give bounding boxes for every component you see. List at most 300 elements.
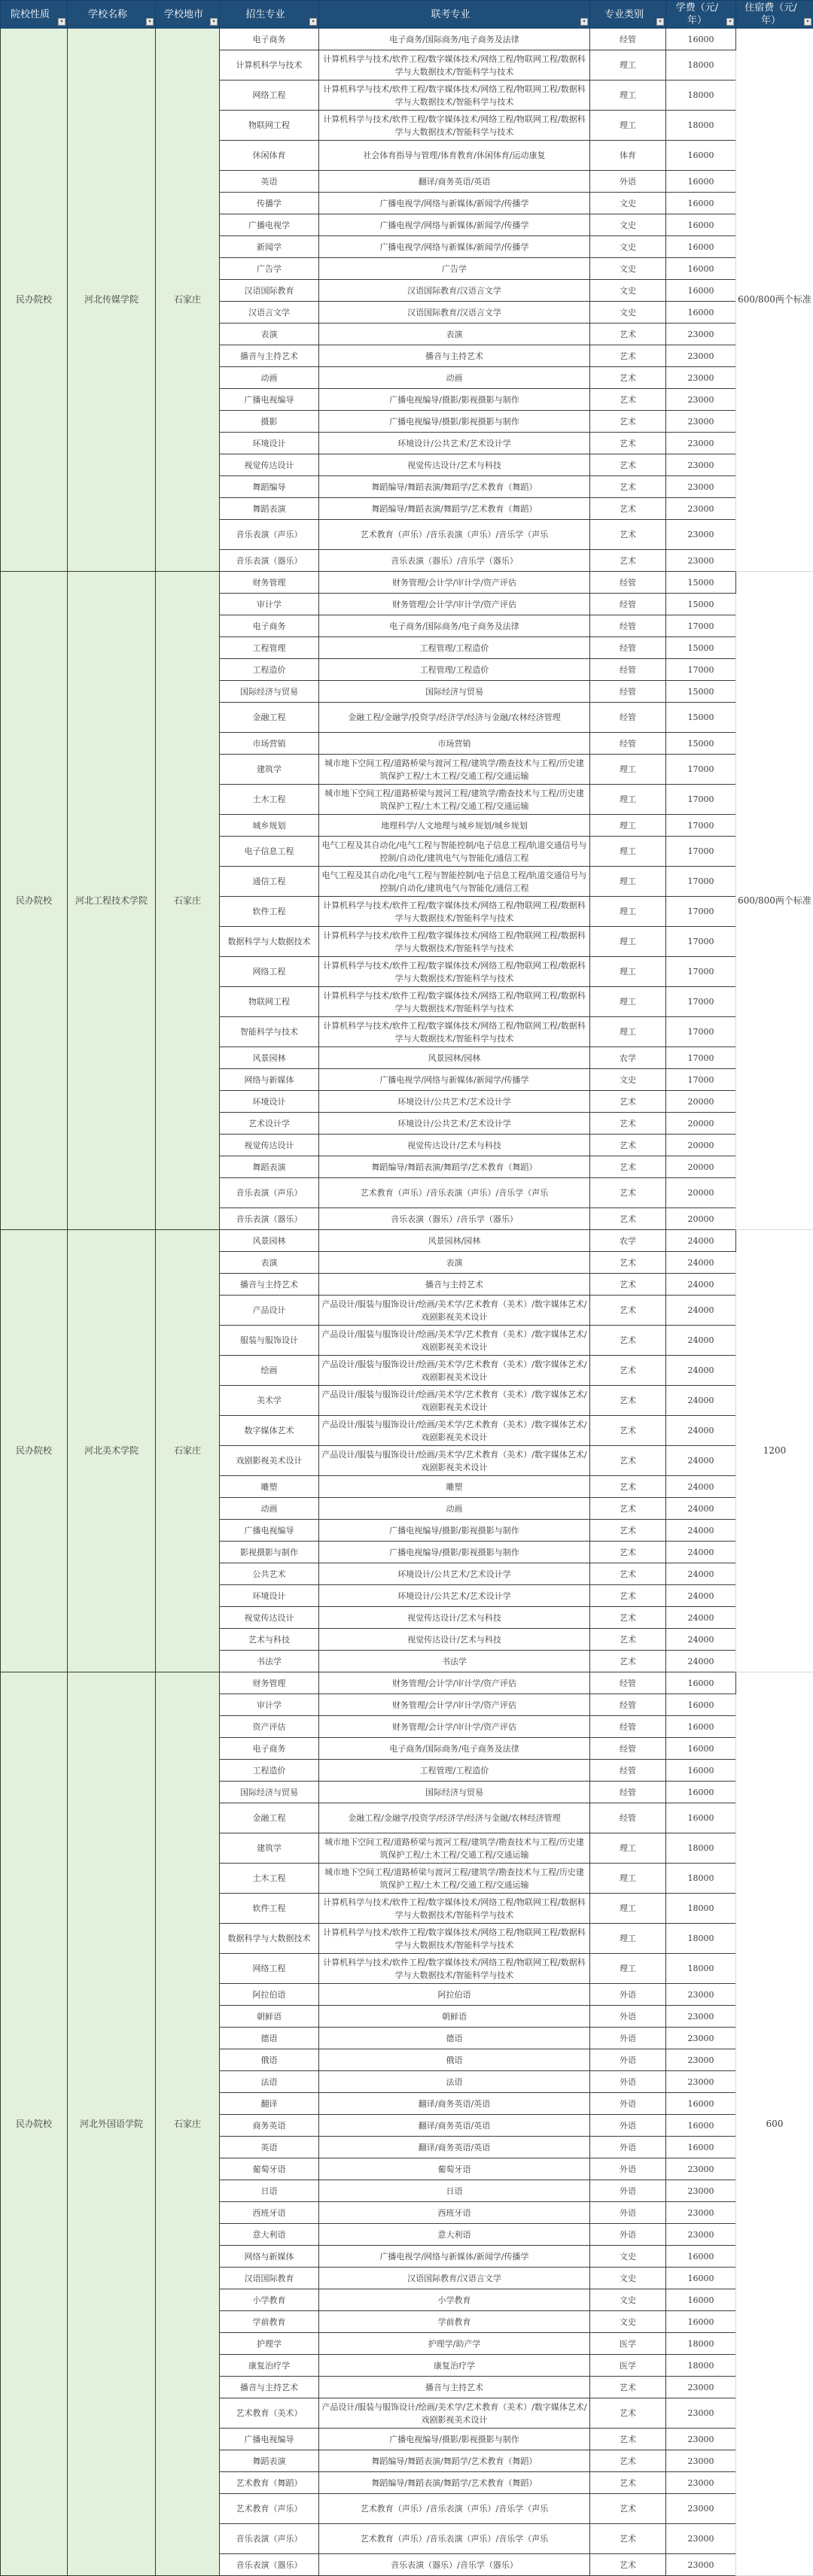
category-cell: 文史 (590, 214, 666, 236)
tuition-cell: 24000 (666, 1416, 736, 1446)
column-dorm-fee (736, 1, 813, 29)
major-cell: 意大利语 (220, 2224, 319, 2246)
filter-dropdown-icon[interactable]: ▾ (804, 18, 811, 26)
tuition-cell: 24000 (666, 1274, 736, 1296)
filter-dropdown-icon[interactable]: ▾ (58, 18, 65, 26)
major-cell: 音乐表演（器乐） (220, 550, 319, 572)
category-cell: 经管 (590, 1672, 666, 1694)
category-cell: 艺术 (590, 367, 666, 389)
tuition-cell: 17000 (666, 897, 736, 927)
major-cell: 汉语言文学 (220, 302, 319, 324)
tuition-cell: 17000 (666, 957, 736, 987)
exam-major-cell: 朝鲜语 (319, 2006, 590, 2028)
tuition-cell: 24000 (666, 1446, 736, 1476)
school-nature-cell: 民办院校 (1, 1672, 68, 2576)
major-cell: 建筑学 (220, 1833, 319, 1864)
major-cell: 书法学 (220, 1651, 319, 1672)
category-cell: 经管 (590, 1760, 666, 1782)
major-cell: 城乡规划 (220, 815, 319, 837)
tuition-cell: 23000 (666, 2158, 736, 2180)
exam-major-cell: 工程管理/工程造价 (319, 637, 590, 659)
category-cell: 艺术 (590, 1386, 666, 1416)
category-cell: 艺术 (590, 1446, 666, 1476)
major-cell: 金融工程 (220, 1803, 319, 1833)
exam-major-cell: 小学教育 (319, 2289, 590, 2311)
tuition-cell: 16000 (666, 2246, 736, 2268)
exam-major-cell: 日语 (319, 2180, 590, 2202)
category-cell: 经管 (590, 681, 666, 703)
tuition-cell: 24000 (666, 1585, 736, 1607)
tuition-cell: 24000 (666, 1230, 736, 1252)
major-cell: 传播学 (220, 193, 319, 214)
tuition-cell: 17000 (666, 927, 736, 957)
exam-major-cell: 舞蹈编导/舞蹈表演/舞蹈学/艺术教育（舞蹈） (319, 2450, 590, 2472)
filter-dropdown-icon[interactable]: ▾ (656, 18, 664, 26)
category-cell: 理工 (590, 80, 666, 111)
category-cell: 外语 (590, 2137, 666, 2158)
exam-major-cell: 环境设计/公共艺术/艺术设计学 (319, 1563, 590, 1585)
category-cell: 艺术 (590, 1476, 666, 1498)
tuition-cell: 24000 (666, 1498, 736, 1520)
header-row (1, 1, 813, 29)
exam-major-cell: 广播电视学/网络与新媒体/新闻学/传播学 (319, 193, 590, 214)
school-city-cell: 石家庄 (156, 572, 220, 1230)
major-cell: 翻译 (220, 2093, 319, 2115)
dorm-fee-cell: 1200 (736, 1230, 813, 1672)
exam-major-cell: 环境设计/公共艺术/艺术设计学 (319, 1585, 590, 1607)
exam-major-cell: 广播电视编导/摄影/影视摄影与制作 (319, 411, 590, 433)
school-nature-cell: 民办院校 (1, 572, 68, 1230)
major-cell: 音乐表演（器乐） (220, 1208, 319, 1230)
exam-major-cell: 计算机科学与技术/软件工程/数字媒体技术/网络工程/物联网工程/数据科学与大数据技术/智能科学与技术 (319, 80, 590, 111)
exam-major-cell: 舞蹈编导/舞蹈表演/舞蹈学/艺术教育（舞蹈） (319, 1156, 590, 1178)
tuition-cell: 17000 (666, 867, 736, 897)
tuition-cell: 24000 (666, 1520, 736, 1542)
column-school-city (156, 1, 220, 29)
exam-major-cell: 城市地下空间工程/道路桥梁与渡河工程/建筑学/勘查技术与工程/历史建筑保护工程/土木工程/交通工程/交通运输 (319, 755, 590, 785)
category-cell: 经管 (590, 1694, 666, 1716)
major-cell: 艺术教育（美术） (220, 2398, 319, 2429)
tuition-cell: 24000 (666, 1651, 736, 1672)
exam-major-cell: 广播电视学/网络与新媒体/新闻学/传播学 (319, 236, 590, 258)
category-cell: 理工 (590, 1017, 666, 1047)
major-cell: 广播电视编导 (220, 1520, 319, 1542)
tuition-cell: 23000 (666, 2180, 736, 2202)
major-cell: 国际经济与贸易 (220, 681, 319, 703)
exam-major-cell: 风景园林/园林 (319, 1230, 590, 1252)
exam-major-cell: 视觉传达设计/艺术与科技 (319, 1135, 590, 1156)
exam-major-cell: 产品设计/服装与服饰设计/绘画/美术学/艺术教育（美术）/数字媒体艺术/戏剧影视美术设计 (319, 1326, 590, 1356)
major-cell: 电子商务 (220, 615, 319, 637)
exam-major-cell: 工程管理/工程造价 (319, 1760, 590, 1782)
major-cell: 建筑学 (220, 755, 319, 785)
tuition-cell: 16000 (666, 214, 736, 236)
major-cell: 电子商务 (220, 29, 319, 50)
tuition-cell: 16000 (666, 1694, 736, 1716)
category-cell: 经管 (590, 1716, 666, 1738)
category-cell: 外语 (590, 1984, 666, 2006)
category-cell: 艺术 (590, 1520, 666, 1542)
exam-major-cell: 德语 (319, 2028, 590, 2049)
tuition-cell: 23000 (666, 1984, 736, 2006)
tuition-cell: 23000 (666, 2202, 736, 2224)
tuition-cell: 23000 (666, 2524, 736, 2554)
exam-major-cell: 艺术教育（声乐）/音乐表演（声乐）/音乐学（声乐 (319, 2524, 590, 2554)
exam-major-cell: 动画 (319, 1498, 590, 1520)
tuition-cell: 24000 (666, 1563, 736, 1585)
category-cell: 艺术 (590, 1252, 666, 1274)
category-cell: 外语 (590, 2158, 666, 2180)
category-cell: 艺术 (590, 1585, 666, 1607)
category-cell: 理工 (590, 897, 666, 927)
exam-major-cell: 汉语国际教育/汉语言文学 (319, 280, 590, 302)
table-row (1, 1672, 813, 1694)
tuition-cell: 15000 (666, 703, 736, 733)
tuition-cell: 16000 (666, 2268, 736, 2289)
tuition-cell: 24000 (666, 1356, 736, 1386)
tuition-cell: 17000 (666, 785, 736, 815)
major-cell: 休闲体育 (220, 141, 319, 171)
exam-major-cell: 环境设计/公共艺术/艺术设计学 (319, 433, 590, 454)
category-cell: 艺术 (590, 1416, 666, 1446)
major-cell: 绘画 (220, 1356, 319, 1386)
category-cell: 外语 (590, 2006, 666, 2028)
category-cell: 文史 (590, 2289, 666, 2311)
tuition-cell: 16000 (666, 2115, 736, 2137)
tuition-cell: 23000 (666, 2377, 736, 2398)
major-cell: 软件工程 (220, 1894, 319, 1924)
major-cell: 英语 (220, 171, 319, 193)
category-cell: 艺术 (590, 1651, 666, 1672)
tuition-cell: 15000 (666, 681, 736, 703)
major-cell: 金融工程 (220, 703, 319, 733)
school-city-cell: 石家庄 (156, 1672, 220, 2576)
tuition-cell: 16000 (666, 1760, 736, 1782)
exam-major-cell: 视觉传达设计/艺术与科技 (319, 1629, 590, 1651)
major-cell: 国际经济与贸易 (220, 1782, 319, 1803)
major-cell: 视觉传达设计 (220, 1607, 319, 1629)
category-cell: 理工 (590, 927, 666, 957)
column-major (220, 1, 319, 29)
tuition-cell: 23000 (666, 476, 736, 498)
category-cell: 艺术 (590, 1356, 666, 1386)
exam-major-cell: 广播电视编导/摄影/影视摄影与制作 (319, 1542, 590, 1563)
exam-major-cell: 音乐表演（器乐）/音乐学（器乐） (319, 550, 590, 572)
major-cell: 小学教育 (220, 2289, 319, 2311)
exam-major-cell: 学前教育 (319, 2311, 590, 2333)
major-cell: 广播电视编导 (220, 2429, 319, 2450)
tuition-cell: 23000 (666, 498, 736, 520)
exam-major-cell: 产品设计/服装与服饰设计/绘画/美术学/艺术教育（美术）/数字媒体艺术/戏剧影视美术设计 (319, 1416, 590, 1446)
category-cell: 外语 (590, 2071, 666, 2093)
tuition-cell: 23000 (666, 454, 736, 476)
exam-major-cell: 播音与主持艺术 (319, 2377, 590, 2398)
column-label: 招生专业 (245, 9, 285, 20)
tuition-cell: 24000 (666, 1386, 736, 1416)
category-cell: 理工 (590, 1833, 666, 1864)
exam-major-cell: 市场营销 (319, 733, 590, 755)
category-cell: 艺术 (590, 498, 666, 520)
exam-major-cell: 产品设计/服装与服饰设计/绘画/美术学/艺术教育（美术）/数字媒体艺术/戏剧影视美术设计 (319, 2398, 590, 2429)
major-cell: 艺术教育（舞蹈） (220, 2472, 319, 2494)
tuition-cell: 23000 (666, 2494, 736, 2524)
tuition-cell: 16000 (666, 29, 736, 50)
exam-major-cell: 舞蹈编导/舞蹈表演/舞蹈学/艺术教育（舞蹈） (319, 476, 590, 498)
tuition-cell: 15000 (666, 637, 736, 659)
tuition-cell: 16000 (666, 280, 736, 302)
tuition-cell: 23000 (666, 2398, 736, 2429)
filter-dropdown-icon[interactable]: ▾ (210, 18, 218, 26)
major-cell: 音乐表演（声乐） (220, 1178, 319, 1208)
exam-major-cell: 计算机科学与技术/软件工程/数字媒体技术/网络工程/物联网工程/数据科学与大数据技术/智能科学与技术 (319, 111, 590, 141)
filter-dropdown-icon[interactable]: ▾ (580, 18, 588, 26)
category-cell: 外语 (590, 2093, 666, 2115)
exam-major-cell: 产品设计/服装与服饰设计/绘画/美术学/艺术教育（美术）/数字媒体艺术/戏剧影视美术设计 (319, 1296, 590, 1326)
category-cell: 文史 (590, 302, 666, 324)
filter-dropdown-icon[interactable]: ▾ (309, 18, 317, 26)
tuition-cell: 18000 (666, 1864, 736, 1894)
school-name-cell: 河北传媒学院 (68, 29, 156, 572)
tuition-cell: 18000 (666, 1924, 736, 1954)
column-school-nature (1, 1, 68, 29)
category-cell: 理工 (590, 1894, 666, 1924)
tuition-cell: 23000 (666, 2006, 736, 2028)
school-name-cell: 河北外国语学院 (68, 1672, 156, 2576)
exam-major-cell: 播音与主持艺术 (319, 1274, 590, 1296)
tuition-cell: 16000 (666, 1672, 736, 1694)
exam-major-cell: 国际经济与贸易 (319, 1782, 590, 1803)
tuition-cell: 23000 (666, 345, 736, 367)
category-cell: 经管 (590, 594, 666, 615)
exam-major-cell: 电子商务/国际商务/电子商务及法律 (319, 29, 590, 50)
school-name-cell: 河北工程技术学院 (68, 572, 156, 1230)
category-cell: 艺术 (590, 1178, 666, 1208)
tuition-cell: 23000 (666, 324, 736, 345)
category-cell: 艺术 (590, 1156, 666, 1178)
category-cell: 医学 (590, 2355, 666, 2377)
tuition-cell: 20000 (666, 1135, 736, 1156)
major-cell: 财务管理 (220, 572, 319, 594)
major-cell: 数据科学与大数据技术 (220, 927, 319, 957)
major-cell: 美术学 (220, 1386, 319, 1416)
exam-major-cell: 电气工程及其自动化/电气工程与智能控制/电子信息工程/轨道交通信号与控制/自动化/建筑电气与智能化/通信工程 (319, 867, 590, 897)
major-cell: 法语 (220, 2071, 319, 2093)
tuition-cell: 20000 (666, 1091, 736, 1113)
tuition-cell: 16000 (666, 2311, 736, 2333)
category-cell: 外语 (590, 2115, 666, 2137)
tuition-cell: 23000 (666, 2049, 736, 2071)
school-name-cell: 河北美术学院 (68, 1230, 156, 1672)
column-label: 学校地市 (164, 9, 203, 20)
exam-major-cell: 工程管理/工程造价 (319, 659, 590, 681)
major-cell: 汉语国际教育 (220, 280, 319, 302)
exam-major-cell: 广播电视编导/摄影/影视摄影与制作 (319, 389, 590, 411)
exam-major-cell: 产品设计/服装与服饰设计/绘画/美术学/艺术教育（美术）/数字媒体艺术/戏剧影视美术设计 (319, 1386, 590, 1416)
major-cell: 网络与新媒体 (220, 2246, 319, 2268)
tuition-cell: 17000 (666, 1069, 736, 1091)
category-cell: 文史 (590, 2246, 666, 2268)
category-cell: 理工 (590, 1954, 666, 1984)
exam-major-cell: 阿拉伯语 (319, 1984, 590, 2006)
category-cell: 经管 (590, 572, 666, 594)
category-cell: 艺术 (590, 1629, 666, 1651)
table-row (1, 572, 813, 594)
exam-major-cell: 动画 (319, 367, 590, 389)
category-cell: 经管 (590, 1782, 666, 1803)
tuition-cell: 23000 (666, 520, 736, 550)
exam-major-cell: 电气工程及其自动化/电气工程与智能控制/电子信息工程/轨道交通信号与控制/自动化/建筑电气与智能化/通信工程 (319, 837, 590, 867)
tuition-cell: 15000 (666, 572, 736, 594)
exam-major-cell: 国际经济与贸易 (319, 681, 590, 703)
column-label: 联考专业 (431, 9, 470, 20)
tuition-cell: 17000 (666, 615, 736, 637)
tuition-cell: 20000 (666, 1178, 736, 1208)
category-cell: 经管 (590, 1803, 666, 1833)
category-cell: 经管 (590, 637, 666, 659)
filter-dropdown-icon[interactable]: ▾ (146, 18, 154, 26)
major-cell: 公共艺术 (220, 1563, 319, 1585)
category-cell: 文史 (590, 2311, 666, 2333)
tuition-cell: 18000 (666, 2333, 736, 2355)
exam-major-cell: 财务管理/会计学/审计学/资产评估 (319, 572, 590, 594)
exam-major-cell: 计算机科学与技术/软件工程/数字媒体技术/网络工程/物联网工程/数据科学与大数据技术/智能科学与技术 (319, 927, 590, 957)
tuition-cell: 18000 (666, 50, 736, 80)
exam-major-cell: 康复治疗学 (319, 2355, 590, 2377)
tuition-cell: 23000 (666, 2554, 736, 2576)
category-cell: 艺术 (590, 1498, 666, 1520)
tuition-cell: 15000 (666, 733, 736, 755)
exam-major-cell: 计算机科学与技术/软件工程/数字媒体技术/网络工程/物联网工程/数据科学与大数据技术/智能科学与技术 (319, 1017, 590, 1047)
exam-major-cell: 法语 (319, 2071, 590, 2093)
major-cell: 审计学 (220, 1694, 319, 1716)
exam-major-cell: 金融工程/金融学/投资学/经济学/经济与金融/农林经济管理 (319, 703, 590, 733)
category-cell: 理工 (590, 987, 666, 1017)
tuition-cell: 23000 (666, 2224, 736, 2246)
tuition-cell: 23000 (666, 411, 736, 433)
exam-major-cell: 舞蹈编导/舞蹈表演/舞蹈学/艺术教育（舞蹈） (319, 498, 590, 520)
tuition-cell: 24000 (666, 1542, 736, 1563)
category-cell: 艺术 (590, 2398, 666, 2429)
tuition-cell: 20000 (666, 1156, 736, 1178)
exam-major-cell: 艺术教育（声乐）/音乐表演（声乐）/音乐学（声乐 (319, 520, 590, 550)
category-cell: 艺术 (590, 2472, 666, 2494)
category-cell: 艺术 (590, 2494, 666, 2524)
major-cell: 广告学 (220, 258, 319, 280)
column-label: 专业类别 (604, 9, 644, 20)
school-nature-cell: 民办院校 (1, 29, 68, 572)
column-school-name (68, 1, 156, 29)
tuition-cell: 15000 (666, 594, 736, 615)
major-cell: 西班牙语 (220, 2202, 319, 2224)
category-cell: 文史 (590, 1069, 666, 1091)
major-cell: 数据科学与大数据技术 (220, 1924, 319, 1954)
major-cell: 计算机科学与技术 (220, 50, 319, 80)
category-cell: 艺术 (590, 476, 666, 498)
exam-major-cell: 产品设计/服装与服饰设计/绘画/美术学/艺术教育（美术）/数字媒体艺术/戏剧影视美术设计 (319, 1446, 590, 1476)
exam-major-cell: 财务管理/会计学/审计学/资产评估 (319, 1694, 590, 1716)
category-cell: 理工 (590, 1924, 666, 1954)
major-cell: 舞蹈表演 (220, 498, 319, 520)
exam-major-cell: 雕塑 (319, 1476, 590, 1498)
exam-major-cell: 俄语 (319, 2049, 590, 2071)
category-cell: 理工 (590, 815, 666, 837)
major-cell: 工程管理 (220, 637, 319, 659)
major-cell: 播音与主持艺术 (220, 345, 319, 367)
category-cell: 艺术 (590, 1208, 666, 1230)
major-cell: 物联网工程 (220, 987, 319, 1017)
column-label: 学费（元/年） (676, 2, 718, 26)
major-cell: 工程造价 (220, 659, 319, 681)
tuition-cell: 23000 (666, 550, 736, 572)
category-cell: 艺术 (590, 1274, 666, 1296)
category-cell: 经管 (590, 659, 666, 681)
tuition-cell: 23000 (666, 2450, 736, 2472)
tuition-cell: 24000 (666, 1476, 736, 1498)
exam-major-cell: 产品设计/服装与服饰设计/绘画/美术学/艺术教育（美术）/数字媒体艺术/戏剧影视美术设计 (319, 1356, 590, 1386)
exam-major-cell: 广播电视编导/摄影/影视摄影与制作 (319, 1520, 590, 1542)
major-cell: 数字媒体艺术 (220, 1416, 319, 1446)
tuition-cell: 20000 (666, 1113, 736, 1135)
category-cell: 体育 (590, 141, 666, 171)
major-cell: 环境设计 (220, 1091, 319, 1113)
tuition-cell: 18000 (666, 111, 736, 141)
tuition-cell: 16000 (666, 258, 736, 280)
major-cell: 风景园林 (220, 1047, 319, 1069)
tuition-cell: 24000 (666, 1296, 736, 1326)
exam-major-cell: 书法学 (319, 1651, 590, 1672)
major-cell: 表演 (220, 324, 319, 345)
tuition-cell: 18000 (666, 1894, 736, 1924)
exam-major-cell: 财务管理/会计学/审计学/资产评估 (319, 1672, 590, 1694)
category-cell: 艺术 (590, 1542, 666, 1563)
column-category (590, 1, 666, 29)
category-cell: 艺术 (590, 2450, 666, 2472)
major-cell: 雕塑 (220, 1476, 319, 1498)
tuition-cell: 16000 (666, 171, 736, 193)
filter-dropdown-icon[interactable]: ▾ (726, 18, 734, 26)
table-row (1, 1230, 813, 1252)
category-cell: 外语 (590, 2028, 666, 2049)
major-cell: 资产评估 (220, 1716, 319, 1738)
category-cell: 文史 (590, 258, 666, 280)
tuition-cell: 23000 (666, 2429, 736, 2450)
exam-major-cell: 广播电视编导/摄影/影视摄影与制作 (319, 2429, 590, 2450)
category-cell: 经管 (590, 703, 666, 733)
major-cell: 朝鲜语 (220, 2006, 319, 2028)
major-cell: 产品设计 (220, 1296, 319, 1326)
category-cell: 文史 (590, 2268, 666, 2289)
major-cell: 动画 (220, 367, 319, 389)
category-cell: 艺术 (590, 324, 666, 345)
tuition-cell: 17000 (666, 815, 736, 837)
tuition-cell: 16000 (666, 2137, 736, 2158)
major-cell: 康复治疗学 (220, 2355, 319, 2377)
school-nature-cell: 民办院校 (1, 1230, 68, 1672)
major-cell: 环境设计 (220, 433, 319, 454)
major-cell: 艺术与科技 (220, 1629, 319, 1651)
tuition-cell: 16000 (666, 1716, 736, 1738)
exam-major-cell: 计算机科学与技术/软件工程/数字媒体技术/网络工程/物联网工程/数据科学与大数据技术/智能科学与技术 (319, 1894, 590, 1924)
major-cell: 播音与主持艺术 (220, 1274, 319, 1296)
major-cell: 财务管理 (220, 1672, 319, 1694)
exam-major-cell: 意大利语 (319, 2224, 590, 2246)
exam-major-cell: 财务管理/会计学/审计学/资产评估 (319, 1716, 590, 1738)
major-cell: 葡萄牙语 (220, 2158, 319, 2180)
major-cell: 音乐表演（声乐） (220, 2524, 319, 2554)
category-cell: 经管 (590, 615, 666, 637)
major-cell: 舞蹈表演 (220, 2450, 319, 2472)
major-cell: 服装与服饰设计 (220, 1326, 319, 1356)
